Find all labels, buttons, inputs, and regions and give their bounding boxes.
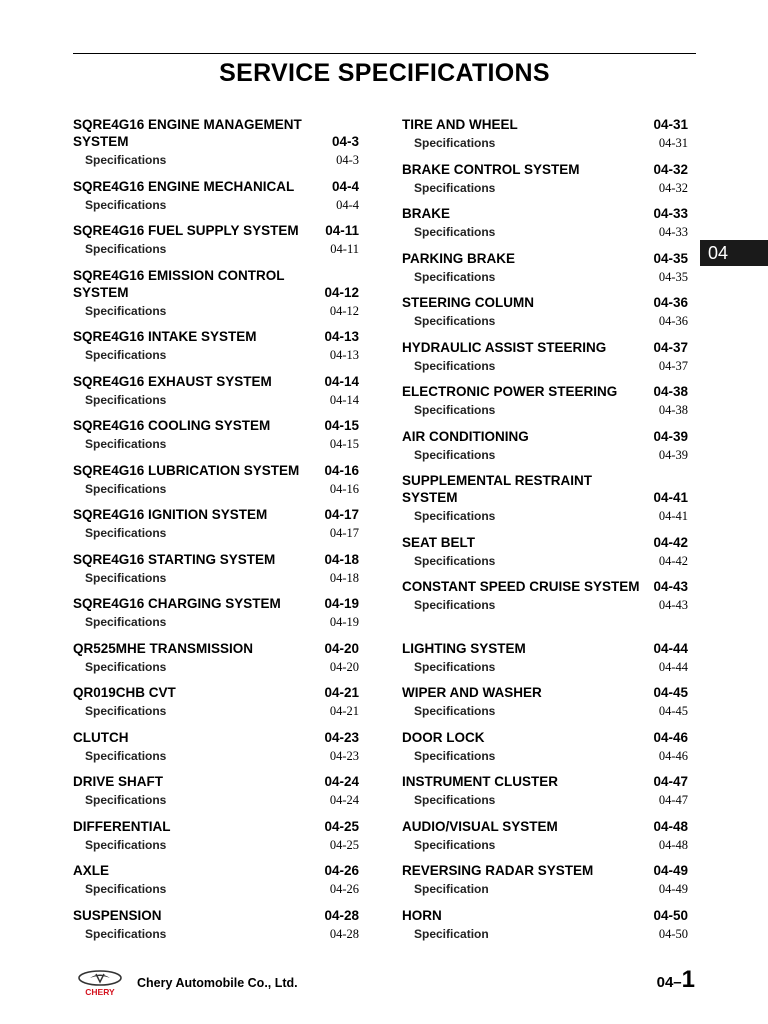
toc-subentry [73, 703, 359, 719]
toc-entry-page: 04-28 [324, 907, 359, 923]
toc-subentry [73, 926, 359, 942]
toc-subentry-page: 04-3 [336, 153, 359, 167]
toc-subentry-title: Specifications [85, 197, 167, 212]
toc-entry-title: PARKING BRAKE [402, 250, 516, 266]
toc-entry[interactable] [402, 250, 688, 295]
toc-subentry [73, 436, 359, 452]
toc-subentry [402, 748, 688, 764]
toc-subentry-title: Specification [414, 926, 489, 941]
toc-subentry [402, 881, 688, 897]
toc-subentry-page: 04-13 [329, 348, 359, 362]
toc-entry[interactable] [402, 818, 688, 863]
toc-subentry-title: Specifications [85, 882, 167, 896]
toc-entry[interactable] [73, 773, 359, 818]
toc-entry[interactable] [73, 178, 359, 223]
toc-entry-title: STEERING COLUMN [402, 295, 535, 310]
toc-subentry [402, 703, 688, 719]
page-num: 1 [681, 966, 695, 993]
toc-entry-page: 04-46 [653, 729, 688, 745]
toc-subentry [73, 392, 359, 408]
toc-entry-title: DIFFERENTIAL [73, 818, 171, 834]
toc-subentry-title: Specifications [414, 358, 496, 373]
toc-subentry [402, 313, 688, 329]
toc-entry-title: SQRE4G16 INTAKE SYSTEM [73, 329, 257, 344]
toc-entry[interactable] [73, 595, 359, 640]
toc-entry-page: 04-17 [324, 507, 359, 522]
toc-subentry [73, 481, 359, 497]
toc-subentry-page: 04-31 [658, 136, 688, 150]
toc-entry-page: 04-41 [653, 490, 688, 505]
toc-entry-title: AXLE [73, 863, 110, 878]
toc-subentry-title: Specifications [85, 704, 167, 718]
toc-subentry [402, 135, 688, 151]
toc-subentry-title: Specifications [414, 403, 496, 417]
toc-entry-title: WIPER AND WASHER [402, 685, 542, 700]
toc-entry-heading [402, 684, 688, 701]
page-number [657, 966, 695, 994]
toc-subentry [73, 659, 359, 675]
toc-entry-heading [73, 773, 359, 790]
toc-subentry-page: 04-45 [658, 704, 688, 718]
toc-entry-title: SQRE4G16 LUBRICATION SYSTEM [73, 462, 300, 478]
toc-entry[interactable] [73, 267, 359, 329]
toc-entry-heading [402, 818, 688, 835]
toc-subentry [73, 570, 359, 586]
toc-entry[interactable] [73, 729, 359, 774]
toc-entry-page: 04-20 [324, 640, 359, 656]
toc-entry-heading [402, 428, 688, 445]
toc-entry[interactable] [402, 907, 688, 952]
toc-subentry-page: 04-4 [336, 197, 359, 212]
toc-subentry-page: 04-28 [329, 926, 359, 941]
toc-subentry [402, 659, 688, 675]
toc-entry-heading [73, 222, 359, 239]
toc-subentry [402, 269, 688, 285]
toc-entry[interactable] [73, 640, 359, 685]
toc-entry[interactable] [73, 862, 359, 907]
toc-entry-heading [73, 116, 359, 150]
toc-subentry-title: Specifications [414, 659, 496, 674]
toc-subentry [73, 881, 359, 897]
toc-entry-heading [73, 267, 359, 301]
toc-subentry-page: 04-50 [658, 926, 688, 941]
toc-entry-page: 04-43 [653, 579, 688, 594]
toc-entry-heading [402, 729, 688, 746]
toc-subentry [73, 152, 359, 168]
toc-entry[interactable] [73, 462, 359, 507]
toc-entry-page: 04-39 [653, 428, 688, 444]
toc-subentry-page: 04-32 [658, 180, 688, 195]
toc-subentry-title: Specifications [85, 748, 167, 763]
toc-entry-page: 04-19 [324, 596, 359, 611]
toc-entry-heading [73, 729, 359, 746]
toc-entry-page: 04-48 [653, 818, 688, 834]
toc-entry[interactable] [73, 818, 359, 863]
toc-subentry-title: Specifications [414, 136, 496, 150]
toc-entry[interactable] [402, 534, 688, 579]
toc-subentry [402, 508, 688, 524]
toc-subentry-page: 04-17 [329, 526, 359, 540]
toc-entry-page: 04-32 [653, 161, 688, 177]
toc-entry-heading [402, 339, 688, 356]
toc-entry[interactable] [73, 417, 359, 462]
toc-subentry [402, 180, 688, 196]
toc-subentry [73, 792, 359, 808]
toc-subentry-page: 04-42 [658, 553, 688, 568]
toc-entry-heading [73, 640, 359, 657]
toc-entry[interactable] [402, 294, 688, 339]
toc-entry-title: SQRE4G16 STARTING SYSTEM [73, 551, 276, 567]
toc-subentry-page: 04-48 [658, 837, 688, 852]
toc-entry[interactable] [402, 116, 688, 161]
toc-entry-page: 04-4 [331, 178, 359, 194]
toc-subentry-page: 04-24 [329, 793, 359, 807]
toc-entry-heading [402, 161, 688, 178]
toc-entry-title: DOOR LOCK [402, 729, 485, 745]
toc-entry-title: HYDRAULIC ASSIST STEERING [402, 339, 607, 355]
toc-entry-heading [73, 328, 359, 345]
toc-subentry [402, 447, 688, 463]
toc-entry-page: 04-21 [324, 685, 359, 700]
toc-entry[interactable] [402, 205, 688, 250]
logo-text: CHERY [85, 987, 115, 997]
toc-entry-title: INSTRUMENT CLUSTER [402, 774, 558, 789]
toc-subentry-page: 04-12 [329, 303, 359, 318]
toc-entry-title: SQRE4G16 FUEL SUPPLY SYSTEM [73, 223, 299, 238]
toc-subentry-page: 04-15 [329, 437, 359, 451]
toc-entry-heading [73, 462, 359, 479]
toc-subentry-page: 04-38 [658, 403, 688, 417]
toc-entry-title: SQRE4G16 ENGINE MANAGEMENT SYSTEM [73, 117, 302, 149]
toc-subentry-title: Specifications [85, 153, 167, 167]
toc-subentry-title: Specifications [414, 447, 496, 462]
toc-entry-title: BRAKE [402, 206, 451, 221]
toc-subentry [73, 347, 359, 363]
toc-entry-title: QR525MHE TRANSMISSION [73, 640, 254, 656]
toc-entry-heading [402, 534, 688, 551]
toc-entry-heading [73, 595, 359, 612]
toc-entry-page: 04-24 [324, 774, 359, 789]
toc-subentry-title: Specifications [85, 392, 167, 407]
toc-subentry-title: Specifications [85, 437, 167, 451]
toc-subentry [73, 837, 359, 853]
toc-entry-title: CLUTCH [73, 729, 129, 745]
toc-entry-page: 04-16 [324, 462, 359, 478]
toc-subentry [402, 553, 688, 569]
toc-subentry [73, 197, 359, 213]
toc-subentry-page: 04-33 [658, 225, 688, 239]
toc-subentry-page: 04-21 [329, 704, 359, 718]
toc-entry-page: 04-42 [653, 534, 688, 550]
toc-subentry-title: Specifications [414, 269, 496, 284]
toc-entry[interactable] [73, 328, 359, 373]
toc-entry[interactable] [402, 640, 688, 685]
toc-entry-page: 04-44 [653, 640, 688, 656]
toc-subentry [402, 926, 688, 942]
toc-entry-title: SUPPLEMENTAL RESTRAINT SYSTEM [402, 473, 593, 505]
toc-entry-page: 04-13 [324, 329, 359, 344]
toc-entry[interactable] [402, 472, 688, 534]
toc-subentry [402, 792, 688, 808]
toc-subentry [402, 224, 688, 240]
toc-subentry-title: Specifications [414, 553, 496, 568]
toc-entry-heading [73, 178, 359, 195]
toc-entry-page: 04-15 [324, 418, 359, 433]
toc-subentry-title: Specifications [85, 659, 167, 674]
toc-entry-heading [73, 417, 359, 434]
toc-subentry-page: 04-20 [329, 659, 359, 674]
toc-entry-heading [73, 684, 359, 701]
toc-entry[interactable] [73, 222, 359, 267]
toc-subentry-page: 04-25 [329, 837, 359, 852]
toc-entry-title: ELECTRONIC POWER STEERING [402, 384, 618, 399]
toc-entry-page: 04-25 [324, 818, 359, 834]
toc-entry-heading [402, 250, 688, 267]
toc-entry[interactable] [402, 729, 688, 774]
toc-entry-title: AUDIO/VISUAL SYSTEM [402, 818, 558, 834]
toc-entry[interactable] [73, 684, 359, 729]
toc-entry-title: QR019CHB CVT [73, 685, 176, 700]
toc-entry[interactable] [73, 373, 359, 418]
toc-entry-heading [402, 907, 688, 924]
toc-entry-page: 04-26 [324, 863, 359, 878]
toc-subentry-title: Specifications [414, 225, 496, 239]
toc-entry-title: HORN [402, 907, 442, 923]
toc-subentry-title: Specification [414, 882, 489, 896]
toc-entry[interactable] [73, 551, 359, 596]
toc-entry-heading [402, 383, 688, 400]
toc-entry-page: 04-49 [653, 863, 688, 878]
toc-subentry-title: Specifications [85, 793, 167, 807]
toc-subentry-page: 04-35 [658, 269, 688, 284]
toc-entry-page: 04-50 [653, 907, 688, 923]
toc-subentry-title: Specifications [414, 314, 496, 328]
toc-entry[interactable] [402, 161, 688, 206]
toc-entry-page: 04-38 [653, 384, 688, 399]
toc-subentry-page: 04-19 [329, 615, 359, 629]
toc-entry-heading [402, 773, 688, 790]
toc-subentry-title: Specifications [414, 748, 496, 763]
toc-subentry-page: 04-16 [329, 481, 359, 496]
toc-entry-heading [73, 818, 359, 835]
toc-subentry [402, 597, 688, 613]
page-prefix: 04– [656, 974, 682, 991]
toc-subentry-title: Specifications [85, 242, 167, 256]
toc-entry-heading [402, 116, 688, 133]
toc-entry-page: 04-33 [653, 206, 688, 221]
toc-subentry-page: 04-41 [658, 509, 688, 523]
toc-entry[interactable] [402, 428, 688, 473]
toc-subentry-page: 04-37 [658, 358, 688, 373]
toc-subentry-page: 04-14 [329, 392, 359, 407]
header-rule [73, 53, 696, 54]
toc-subentry-title: Specifications [85, 526, 167, 540]
toc-entry-page: 04-14 [324, 373, 359, 389]
toc-entry-heading [402, 205, 688, 222]
toc-entry[interactable] [73, 506, 359, 551]
toc-entry[interactable] [73, 116, 359, 178]
toc-subentry [402, 358, 688, 374]
toc-subentry-page: 04-44 [658, 659, 688, 674]
toc-entry-page: 04-37 [653, 339, 688, 355]
toc-subentry-title: Specifications [85, 570, 167, 585]
toc-subentry-title: Specifications [414, 837, 496, 852]
toc-entry-title: SUSPENSION [73, 907, 162, 923]
toc-right-column [402, 116, 688, 951]
toc-entry-heading [73, 373, 359, 390]
toc-subentry-page: 04-39 [658, 447, 688, 462]
toc-entry-heading [402, 294, 688, 311]
toc-subentry-page: 04-23 [329, 748, 359, 763]
toc-subentry-title: Specifications [414, 704, 496, 718]
toc-subentry-title: Specifications [85, 926, 167, 941]
toc-left-column [73, 116, 359, 951]
toc-entry[interactable] [402, 862, 688, 907]
toc-entry-title: AIR CONDITIONING [402, 428, 529, 444]
company-name: Chery Automobile Co., Ltd. [137, 976, 298, 990]
toc-entry-title: CONSTANT SPEED CRUISE SYSTEM [402, 579, 640, 594]
toc-entry-title: LIGHTING SYSTEM [402, 640, 526, 656]
toc-subentry [73, 525, 359, 541]
page-title: SERVICE SPECIFICATIONS [219, 59, 550, 87]
toc-subentry-page: 04-46 [658, 748, 688, 763]
toc-entry-title: SQRE4G16 ENGINE MECHANICAL [73, 178, 295, 194]
toc-entry-title: TIRE AND WHEEL [402, 117, 518, 132]
toc-entry-heading [402, 862, 688, 879]
toc-subentry-title: Specifications [414, 793, 496, 807]
toc-subentry [402, 837, 688, 853]
toc-entry[interactable] [73, 907, 359, 952]
toc-entry-page: 04-11 [325, 223, 359, 238]
toc-subentry-title: Specifications [85, 303, 167, 318]
toc-entry-title: DRIVE SHAFT [73, 774, 164, 789]
toc-entry-title: SQRE4G16 COOLING SYSTEM [73, 418, 271, 433]
toc-entry-page: 04-36 [653, 295, 688, 310]
toc-entry[interactable] [402, 773, 688, 818]
toc-entry-heading [73, 907, 359, 924]
toc-entry[interactable] [402, 339, 688, 384]
toc-entry-heading [73, 862, 359, 879]
toc-entry-title: REVERSING RADAR SYSTEM [402, 863, 594, 878]
toc-entry-page: 04-47 [653, 774, 688, 789]
toc-subentry [73, 303, 359, 319]
toc-subentry-page: 04-18 [329, 570, 359, 585]
section-tab: 04 [700, 240, 768, 266]
toc-subentry-page: 04-11 [330, 242, 359, 256]
toc-entry-title: SQRE4G16 EXHAUST SYSTEM [73, 373, 272, 389]
toc-subentry-page: 04-43 [658, 598, 688, 612]
chery-logo [76, 969, 124, 997]
toc-subentry-page: 04-49 [658, 882, 688, 896]
toc-entry-page: 04-12 [324, 284, 359, 300]
toc-subentry-title: Specifications [414, 180, 496, 195]
toc-subentry [402, 402, 688, 418]
toc-entry-heading [402, 640, 688, 657]
toc-subentry [73, 241, 359, 257]
toc-entry-page: 04-3 [331, 134, 359, 149]
toc-subentry-title: Specifications [85, 348, 167, 362]
toc-subentry [73, 748, 359, 764]
toc-subentry-title: Specifications [85, 615, 167, 629]
toc-entry-title: SQRE4G16 IGNITION SYSTEM [73, 507, 268, 522]
toc-subentry-title: Specifications [85, 837, 167, 852]
toc-entry-heading [402, 472, 688, 506]
toc-subentry [73, 614, 359, 630]
toc-entry[interactable] [402, 684, 688, 729]
toc-entry-page: 04-23 [324, 729, 359, 745]
toc-entry-heading [402, 578, 688, 595]
toc-entry-page: 04-18 [324, 551, 359, 567]
toc-entry[interactable] [402, 578, 688, 640]
toc-entry-page: 04-45 [653, 685, 688, 700]
toc-subentry-page: 04-26 [329, 882, 359, 896]
toc-entry-page: 04-31 [653, 117, 688, 132]
toc-subentry-page: 04-47 [658, 793, 688, 807]
toc-entry-title: SQRE4G16 EMISSION CONTROL SYSTEM [73, 267, 285, 300]
toc-entry-heading [73, 551, 359, 568]
toc-subentry-title: Specifications [85, 481, 167, 496]
toc-entry-page: 04-35 [653, 250, 688, 266]
toc-subentry-title: Specifications [414, 509, 496, 523]
toc-entry[interactable] [402, 383, 688, 428]
toc-subentry-title: Specifications [414, 598, 496, 612]
toc-entry-heading [73, 506, 359, 523]
toc-entry-title: SEAT BELT [402, 534, 475, 550]
toc-entry-title: BRAKE CONTROL SYSTEM [402, 161, 580, 177]
toc-subentry-page: 04-36 [658, 314, 688, 328]
toc-entry-title: SQRE4G16 CHARGING SYSTEM [73, 596, 281, 611]
